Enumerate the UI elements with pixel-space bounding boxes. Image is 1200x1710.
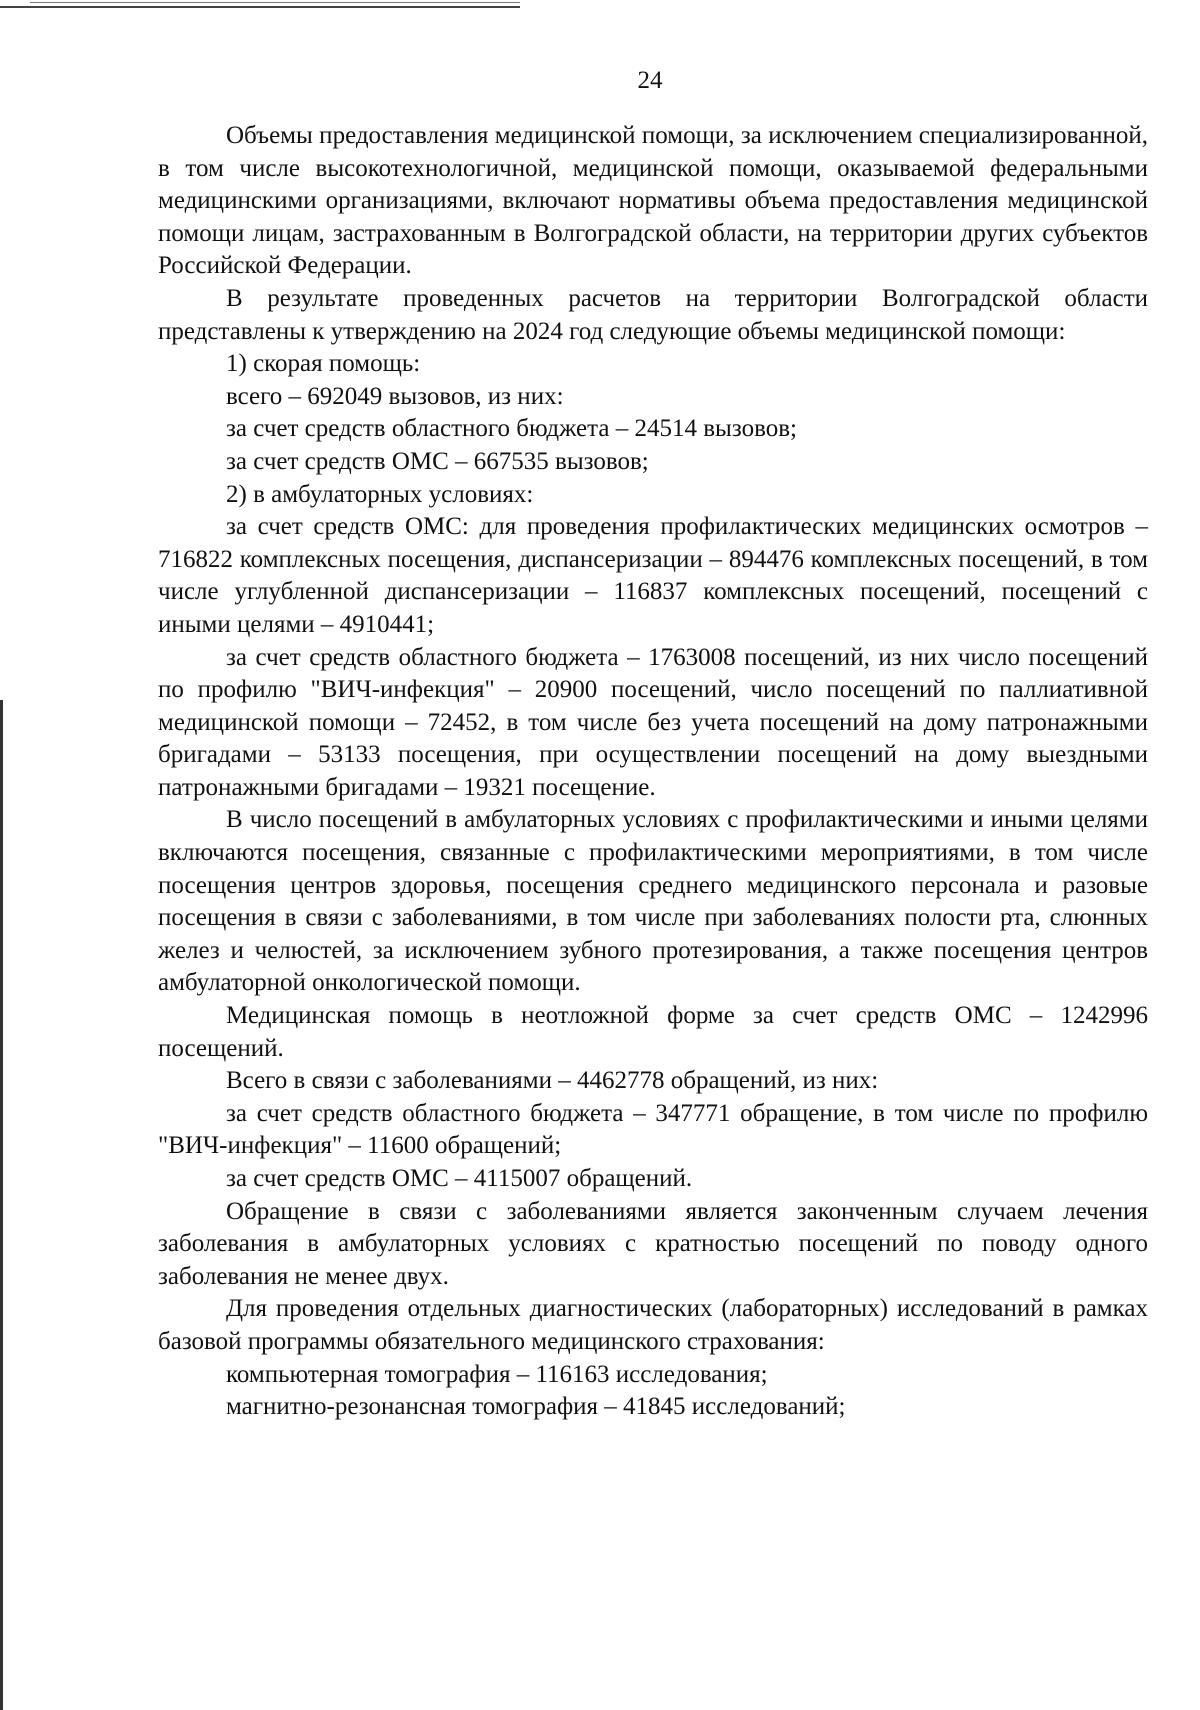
scan-edge-line [0, 6, 520, 8]
list-item-ambulance-total: всего – 692049 вызовов, из них: [226, 382, 564, 410]
paragraph-appeals-budget: за счет средств областного бюджета – 347771 обращение, в том числе по профилю "ВИЧ-инфекция" – 11600 обращений; [158, 1099, 1148, 1160]
scan-edge-line [30, 2, 520, 3]
list-item-appeals-oms: за счет средств ОМС – 4115007 обращений. [226, 1165, 693, 1192]
document-body [158, 120, 1148, 1424]
paragraph-intro: В результате проведенных расчетов на территории Волгоградской области представлены к утверждению на 2024 год следующие объемы медицинской помощи: [158, 284, 1148, 345]
paragraph-outpatient-budget: за счет средств областного бюджета – 1763008 посещений, из них число посещений по профилю "ВИЧ-инфекция" – 20900 посещений, число посещений по паллиативной медицинской помощи – 72452, в том числе без учета посещений на дому патронажными бригадами – 53133 посещения, при осуществлении посещений на дому выездными патронажными бригадами – 19321 посещение. [158, 643, 1148, 801]
list-item-ambulance: 1) скорая помощь: [226, 350, 421, 378]
paragraph-outpatient-oms: за счет средств ОМС: для проведения профилактических медицинских осмотров – 716822 комплексных посещения, диспансеризации – 894476 комплексных посещений, в том числе углубленной диспансеризации – 116837 комплексных посещений, посещений с иными целями – 4910441; [158, 513, 1148, 638]
paragraph-diagnostics: Для проведения отдельных диагностических (лабораторных) исследований в рамках базовой программы обязательного медицинского страхования: [158, 1295, 1148, 1355]
page-number: 24 [637, 67, 663, 94]
list-item-ambulance-oms: за счет средств ОМС – 667535 вызовов; [226, 447, 649, 475]
paragraph-appeal-definition: Обращение в связи с заболеваниями является законченным случаем лечения заболевания в амбулаторных условиях с кратностью посещений по поводу одного заболевания не менее двух. [158, 1197, 1148, 1290]
list-item-outpatient: 2) в амбулаторных условиях: [226, 480, 534, 508]
paragraph-scope: Объемы предоставления медицинской помощи, за исключением специализированной, в том числе высокотехнологичной, медицинской помощи, оказываемой федеральными медицинскими организациями, включают нормативы объема предоставления медицинской помощи лицам, застрахованным в Волгоградской области, на территории других субъектов Российской Федерации. [158, 122, 1148, 280]
list-item-appeals-total: Всего в связи с заболеваниями – 4462778 обращений, из них: [226, 1067, 879, 1095]
paragraph-urgent-care: Медицинская помощь в неотложной форме за счет средств ОМС – 1242996 посещений. [158, 1002, 1148, 1062]
scan-edge-line [0, 700, 3, 1710]
list-item-mri: магнитно-резонансная томография – 41845 исследований; [226, 1393, 846, 1421]
list-item-ct: компьютерная томография – 116163 исследования; [226, 1360, 768, 1388]
list-item-ambulance-budget: за счет средств областного бюджета – 24514 вызовов; [226, 415, 797, 443]
paragraph-visits-definition: В число посещений в амбулаторных условиях с профилактическими и иными целями включаются посещения, связанные с профилактическими мероприятиями, в том числе посещения центров здоровья, посещения среднего медицинского персонала и разовые посещения в связи с заболеваниями, в том числе при заболеваниях полости рта, слюнных желез и челюстей, за исключением зубного протезирования, а также посещения центров амбулаторной онкологической помощи. [158, 806, 1148, 997]
